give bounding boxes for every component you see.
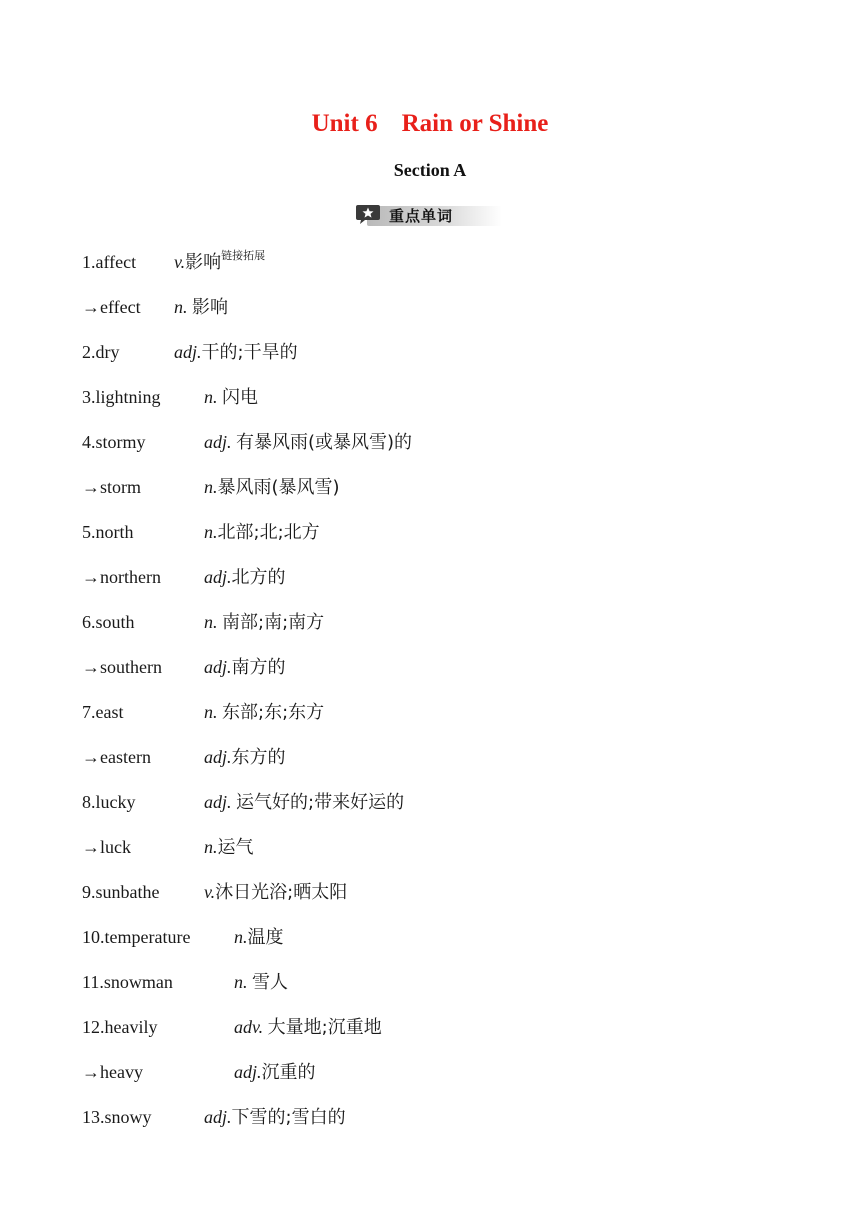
part-of-speech: n. xyxy=(234,972,248,992)
part-of-speech: n. xyxy=(204,612,218,632)
vocab-definition xyxy=(204,742,286,773)
part-of-speech: v. xyxy=(204,882,216,902)
key-words-tag xyxy=(355,202,505,228)
vocab-word: →eastern xyxy=(82,747,151,767)
part-of-speech: adj. xyxy=(204,657,232,677)
meaning: 沉重的 xyxy=(261,1062,316,1083)
part-of-speech: n. xyxy=(204,837,218,857)
part-of-speech: adj. xyxy=(204,792,232,812)
meaning: 暴风雨(暴风雪) xyxy=(217,477,340,498)
speech-bubble-star-icon xyxy=(355,203,381,225)
meaning: 北方的 xyxy=(231,567,286,588)
meaning: 东方的 xyxy=(231,747,286,768)
meaning: 南方的 xyxy=(231,657,286,678)
part-of-speech: adj. xyxy=(174,342,202,362)
part-of-speech: n. xyxy=(204,477,218,497)
vocab-definition xyxy=(204,832,254,863)
part-of-speech: adj. xyxy=(234,1062,262,1082)
section-heading: Section A xyxy=(393,160,467,180)
vocab-definition xyxy=(204,472,340,503)
unit-title xyxy=(0,110,860,138)
part-of-speech: adj. xyxy=(204,1107,232,1127)
meaning: 运气好的;带来好运的 xyxy=(236,792,405,813)
vocab-word: 6.south xyxy=(82,612,135,632)
vocab-definition xyxy=(204,1102,346,1133)
vocab-definition xyxy=(204,382,258,413)
part-of-speech: adj. xyxy=(204,747,232,767)
part-of-speech: n. xyxy=(204,387,218,407)
vocab-definition xyxy=(204,877,347,908)
vocab-word: 4.stormy xyxy=(82,432,146,452)
vocab-word: 3.lightning xyxy=(82,387,161,407)
vocab-word: 2.dry xyxy=(82,342,120,362)
vocab-word: →luck xyxy=(82,837,131,857)
vocab-definition xyxy=(174,337,298,368)
meaning: 影响 xyxy=(192,297,228,318)
vocab-definition xyxy=(204,562,286,593)
vocab-definition xyxy=(204,427,412,458)
meaning: 下雪的;雪白的 xyxy=(231,1107,346,1128)
unit-number: Unit 6 xyxy=(311,110,378,137)
vocab-word: 13.snowy xyxy=(82,1107,152,1127)
meaning: 温度 xyxy=(247,927,284,948)
meaning: 北部;北;北方 xyxy=(217,522,320,543)
vocab-word: 5.north xyxy=(82,522,134,542)
meaning: 南部;南;南方 xyxy=(222,612,325,633)
part-of-speech: adj. xyxy=(204,567,232,587)
vocab-word: →storm xyxy=(82,477,142,497)
tag-label: 重点单词 xyxy=(389,207,454,225)
meaning: 运气 xyxy=(217,837,254,858)
meaning: 沐日光浴;晒太阳 xyxy=(215,882,348,903)
vocab-word: 9.sunbathe xyxy=(82,882,160,902)
vocab-word: 11.snowman xyxy=(82,972,173,992)
meaning: 干的;干旱的 xyxy=(201,342,298,363)
part-of-speech: adj. xyxy=(204,432,232,452)
vocab-definition xyxy=(174,292,228,323)
meaning: 东部;东;东方 xyxy=(222,702,325,723)
part-of-speech: adv. xyxy=(234,1017,264,1037)
meaning: 影响 xyxy=(185,252,222,273)
vocab-definition xyxy=(204,697,324,728)
vocab-word: →southern xyxy=(82,657,162,677)
meaning: 雪人 xyxy=(252,972,288,993)
extension-link[interactable]: 链接拓展 xyxy=(221,249,266,262)
part-of-speech: n. xyxy=(174,297,188,317)
vocab-word: 8.lucky xyxy=(82,792,136,812)
vocab-word: 10.temperature xyxy=(82,927,191,947)
vocab-definition xyxy=(234,922,284,953)
vocab-word: 7.east xyxy=(82,702,124,722)
part-of-speech: n. xyxy=(234,927,248,947)
unit-name: Rain or Shine xyxy=(401,110,549,137)
vocab-definition xyxy=(204,787,404,818)
vocab-definition xyxy=(234,967,288,998)
part-of-speech: n. xyxy=(204,522,218,542)
vocab-word: →effect xyxy=(82,297,141,317)
vocab-definition xyxy=(204,652,286,683)
vocab-word: 12.heavily xyxy=(82,1017,158,1037)
vocab-definition xyxy=(204,517,320,548)
part-of-speech: n. xyxy=(204,702,218,722)
vocab-word: →northern xyxy=(82,567,161,587)
vocab-word: →heavy xyxy=(82,1062,143,1082)
vocab-word: 1.affect xyxy=(82,252,137,272)
vocab-definition xyxy=(234,1057,316,1088)
vocab-definition xyxy=(174,247,265,280)
meaning: 闪电 xyxy=(222,387,258,408)
part-of-speech: v. xyxy=(174,252,186,272)
vocab-definition xyxy=(204,607,324,638)
meaning: 有暴风雨(或暴风雪)的 xyxy=(236,432,413,453)
vocab-definition xyxy=(234,1012,382,1043)
meaning: 大量地;沉重地 xyxy=(267,1017,382,1038)
